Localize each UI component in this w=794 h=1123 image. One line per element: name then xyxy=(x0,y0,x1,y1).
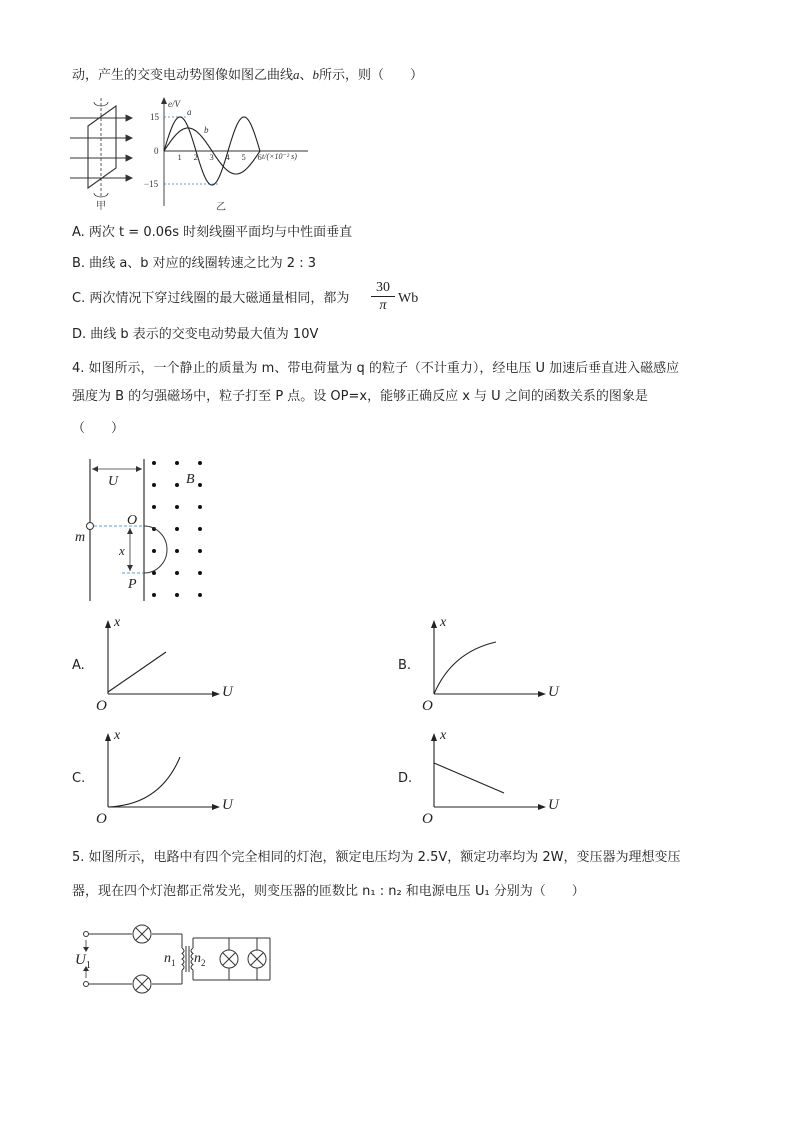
x-axis-label: U xyxy=(548,684,559,700)
q3-et-graph xyxy=(140,96,320,214)
q3-option-d: D. 曲线 b 表示的交变电动势最大值为 10V xyxy=(72,327,319,342)
q5-circuit xyxy=(72,918,282,998)
origin-label: O xyxy=(422,811,433,827)
q5-n2-sub: 2 xyxy=(201,958,206,968)
x-axis-arrow xyxy=(538,691,546,697)
q5-n1-main: n xyxy=(164,951,171,966)
q3-option-c-text: C. 两次情况下穿过线圈的最大磁通量相同，都为 xyxy=(72,291,350,306)
field-dot xyxy=(198,527,202,531)
x-axis-arrow xyxy=(538,804,546,810)
field-dot xyxy=(198,483,202,487)
field-dot xyxy=(175,549,179,553)
y-axis-label: x xyxy=(114,728,121,743)
q4-fig-u: U xyxy=(108,474,119,489)
x-axis-label: U xyxy=(222,684,233,700)
q5-stem-line2: 器，现在四个灯泡都正常发光，则变压器的匝数比 n₁ : n₂ 和电源电压 U₁ 分别为（ ） xyxy=(72,884,585,899)
y-axis-label: x xyxy=(440,728,447,743)
origin-label: O xyxy=(96,698,107,714)
q4-fig-x: x xyxy=(119,543,125,558)
q3-fraction-den: π xyxy=(379,298,387,313)
field-dot xyxy=(198,549,202,553)
q3-option-b: B. 曲线 a、b 对应的线圈转速之比为 2 : 3 xyxy=(72,256,316,271)
q3-y-zero: 0 xyxy=(154,146,159,156)
field-dot xyxy=(175,483,179,487)
q4-option-label: A. xyxy=(72,658,85,673)
x-axis-label: U xyxy=(222,797,233,813)
field-dot xyxy=(152,461,156,465)
q4-curve xyxy=(108,652,166,692)
q4-fig-m: m xyxy=(75,530,86,545)
q3-intro-text: 动，产生的交变电动势图像如图乙曲线 xyxy=(72,68,294,83)
q4-stem-line1: 4. 如图所示，一个静止的质量为 m、带电荷量为 q 的粒子（不计重力），经电压 U 加速后垂直进入磁感应 xyxy=(72,361,680,376)
q3-x-tick: 1 xyxy=(177,152,182,162)
q4-option-graph xyxy=(422,612,572,712)
q3-x-tick: 5 xyxy=(241,152,246,162)
q5-u1-main: U xyxy=(75,952,86,968)
y-axis-label: x xyxy=(440,615,447,630)
field-dot xyxy=(175,527,179,531)
field-dot xyxy=(198,593,202,597)
q3-x-tick: 3 xyxy=(209,152,214,162)
origin-label: O xyxy=(96,811,107,827)
x-axis-arrow xyxy=(212,691,220,697)
q3-intro xyxy=(72,66,423,85)
q4-curve xyxy=(434,763,504,793)
origin-label: O xyxy=(422,698,433,714)
y-axis-arrow xyxy=(105,620,111,628)
q4-fig-p: P xyxy=(128,577,137,592)
q3-var-a: a xyxy=(293,67,300,82)
q3-fig-yi-label: 乙 xyxy=(216,202,226,213)
q3-curve-b-label: b xyxy=(204,125,209,135)
q4-option-graph xyxy=(422,725,572,825)
y-axis-arrow xyxy=(431,620,437,628)
x-axis-arrow xyxy=(212,804,220,810)
q3-option-a: A. 两次 t = 0.06s 时刻线圈平面均与中性面垂直 xyxy=(72,225,353,240)
q4-option-graph xyxy=(96,612,246,712)
q3-xlabel: t/(×10⁻² s) xyxy=(262,152,297,161)
q4-curve xyxy=(434,642,496,694)
q4-field-figure xyxy=(74,455,224,605)
field-dot xyxy=(198,461,202,465)
q3-curve-a-label: a xyxy=(187,107,192,117)
q4-stem-line3: （ ） xyxy=(72,421,125,436)
q4-option-label: B. xyxy=(398,658,412,673)
q3-y-top: 15 xyxy=(150,112,159,122)
field-dot xyxy=(198,505,202,509)
q3-intro-end: 所示，则（ ） xyxy=(319,68,424,83)
q4-fig-o: O xyxy=(127,513,138,528)
q4-stem-line2: 强度为 B 的匀强磁场中，粒子打至 P 点。设 OP=x，能够正确反应 x 与 U 之间的函数关系的图象是 xyxy=(72,389,648,404)
q4-option-label: D. xyxy=(398,771,413,786)
q5-u1-label xyxy=(75,952,91,971)
field-dot xyxy=(175,593,179,597)
q3-fraction-num: 30 xyxy=(371,279,395,297)
q3-sep: 、 xyxy=(299,68,313,83)
y-axis-arrow xyxy=(105,733,111,741)
q3-option-c-fraction xyxy=(371,279,395,314)
q3-var-b: b xyxy=(312,67,320,82)
field-dot xyxy=(198,571,202,575)
q3-fig-jia-label: 甲 xyxy=(96,201,106,212)
q5-stem-line1: 5. 如图所示，电路中有四个完全相同的灯泡，额定电压均为 2.5V，额定功率均为 2W，变压器为理想变压 xyxy=(72,850,681,865)
q3-option-c xyxy=(72,290,349,308)
y-axis-label: x xyxy=(114,615,121,630)
q3-option-c-unit: Wb xyxy=(398,291,419,306)
q3-coil-figure xyxy=(66,96,136,211)
q3-x-tick: 6 xyxy=(257,152,262,162)
q3-ylabel: e/V xyxy=(168,99,180,109)
q4-curve xyxy=(108,757,180,807)
q4-option-graph xyxy=(96,725,246,825)
x-axis-label: U xyxy=(548,797,559,813)
q5-n2-label xyxy=(194,951,206,968)
q5-u1-sub: 1 xyxy=(85,960,91,971)
q3-x-tick: 4 xyxy=(225,152,230,162)
q5-n2-main: n xyxy=(194,951,201,966)
q4-option-label: C. xyxy=(72,771,86,786)
field-dot xyxy=(152,505,156,509)
field-dot xyxy=(175,505,179,509)
field-dot xyxy=(152,483,156,487)
field-dot xyxy=(152,593,156,597)
q3-y-bottom: −15 xyxy=(144,179,159,189)
q5-n1-label xyxy=(164,951,176,968)
q5-n1-sub: 1 xyxy=(171,958,176,968)
field-dot xyxy=(152,549,156,553)
q4-fig-b: B xyxy=(186,472,195,487)
field-dot xyxy=(175,571,179,575)
y-axis-arrow xyxy=(431,733,437,741)
field-dot xyxy=(175,461,179,465)
q3-x-tick: 2 xyxy=(193,152,198,162)
